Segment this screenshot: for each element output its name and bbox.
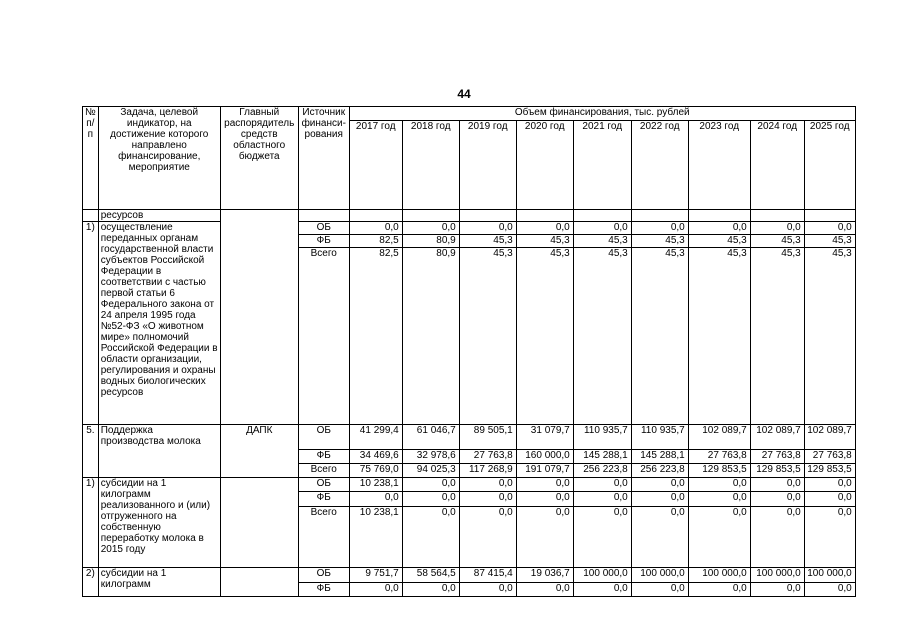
amount-cell: 0,0 — [402, 222, 459, 235]
amount-cell: 100 000,0 — [631, 568, 688, 583]
empty-cell — [631, 210, 688, 222]
task-text: осуществление переданных органам государственной власти субъектов Российской Федерации в соответствии с частью первой статьи 6 Федерального закона от 24 апреля 1995 года №52-ФЗ «О животном мире» полномочий Российской Федерации в области организации, регулирования и охраны водных биологических ресурсов — [98, 222, 220, 425]
amount-cell: 0,0 — [804, 492, 855, 507]
amount-cell: 0,0 — [631, 478, 688, 492]
source-cell: ОБ — [298, 568, 349, 583]
amount-cell: 0,0 — [459, 492, 516, 507]
amount-cell: 0,0 — [402, 507, 459, 568]
financing-table — [82, 106, 856, 597]
amount-cell: 102 089,7 — [688, 425, 750, 450]
empty-cell — [298, 210, 349, 222]
amount-cell: 0,0 — [402, 492, 459, 507]
header-manager: Главный распорядитель средств областного бюджета — [220, 107, 298, 210]
amount-cell: 129 853,5 — [804, 464, 855, 478]
amount-cell: 0,0 — [688, 507, 750, 568]
page-number: 44 — [457, 87, 471, 101]
amount-cell: 0,0 — [573, 507, 631, 568]
amount-cell: 0,0 — [349, 492, 402, 507]
amount-cell: 100 000,0 — [804, 568, 855, 583]
task-text: субсидии на 1 килограмм — [98, 568, 220, 597]
amount-cell: 45,3 — [516, 248, 573, 425]
amount-cell: 89 505,1 — [459, 425, 516, 450]
source-cell: Всего — [298, 507, 349, 568]
amount-cell: 10 238,1 — [349, 507, 402, 568]
amount-cell: 31 079,7 — [516, 425, 573, 450]
amount-cell: 0,0 — [750, 507, 804, 568]
manager-cell — [220, 210, 298, 425]
amount-cell: 110 935,7 — [631, 425, 688, 450]
table-row — [83, 568, 856, 583]
manager-cell — [220, 478, 298, 568]
amount-cell: 0,0 — [688, 478, 750, 492]
manager-cell — [220, 568, 298, 597]
header-year: 2021 год — [573, 121, 631, 210]
header-num: № п/п — [83, 107, 99, 210]
header-year: 2017 год — [349, 121, 402, 210]
amount-cell: 100 000,0 — [688, 568, 750, 583]
amount-cell: 0,0 — [631, 507, 688, 568]
amount-cell: 0,0 — [402, 583, 459, 597]
amount-cell: 0,0 — [516, 492, 573, 507]
amount-cell: 0,0 — [573, 583, 631, 597]
amount-cell: 45,3 — [688, 248, 750, 425]
header-year: 2024 год — [750, 121, 804, 210]
amount-cell: 0,0 — [804, 222, 855, 235]
source-cell: ФБ — [298, 235, 349, 248]
amount-cell: 0,0 — [516, 507, 573, 568]
header-task: Задача, целевой индикатор, на достижение которого направлено финансирование, мероприятие — [98, 107, 220, 210]
header-year: 2025 год — [804, 121, 855, 210]
amount-cell: 45,3 — [631, 235, 688, 248]
amount-cell: 110 935,7 — [573, 425, 631, 450]
amount-cell: 0,0 — [804, 507, 855, 568]
row-number: 2) — [83, 568, 99, 597]
empty-cell — [573, 210, 631, 222]
source-cell: ОБ — [298, 222, 349, 235]
amount-cell: 27 763,8 — [750, 450, 804, 464]
table-row — [83, 478, 856, 492]
amount-cell: 45,3 — [459, 248, 516, 425]
amount-cell: 100 000,0 — [750, 568, 804, 583]
row-number — [83, 210, 99, 222]
amount-cell: 80,9 — [402, 248, 459, 425]
header-year: 2023 год — [688, 121, 750, 210]
source-cell: ФБ — [298, 583, 349, 597]
header-volume: Объем финансирования, тыс. рублей — [349, 107, 855, 121]
header-year: 2020 год — [516, 121, 573, 210]
amount-cell: 45,3 — [631, 248, 688, 425]
amount-cell: 0,0 — [750, 492, 804, 507]
task-text: субсидии на 1 килограмм реализованного и (или) отгруженного на собственную переработку молока в 2015 году — [98, 478, 220, 568]
amount-cell: 9 751,7 — [349, 568, 402, 583]
row-number: 1) — [83, 478, 99, 568]
amount-cell: 0,0 — [573, 492, 631, 507]
amount-cell: 191 079,7 — [516, 464, 573, 478]
empty-cell — [750, 210, 804, 222]
amount-cell: 0,0 — [349, 583, 402, 597]
amount-cell: 0,0 — [631, 222, 688, 235]
amount-cell: 0,0 — [573, 478, 631, 492]
table-row — [83, 210, 856, 222]
amount-cell: 256 223,8 — [573, 464, 631, 478]
row-number: 5. — [83, 425, 99, 478]
amount-cell: 0,0 — [459, 222, 516, 235]
amount-cell: 0,0 — [573, 222, 631, 235]
amount-cell: 34 469,6 — [349, 450, 402, 464]
amount-cell: 45,3 — [516, 235, 573, 248]
amount-cell: 160 000,0 — [516, 450, 573, 464]
amount-cell: 45,3 — [573, 248, 631, 425]
amount-cell: 75 769,0 — [349, 464, 402, 478]
amount-cell: 0,0 — [459, 583, 516, 597]
amount-cell: 82,5 — [349, 248, 402, 425]
amount-cell: 0,0 — [750, 478, 804, 492]
empty-cell — [516, 210, 573, 222]
header-year: 2022 год — [631, 121, 688, 210]
amount-cell: 61 046,7 — [402, 425, 459, 450]
empty-cell — [688, 210, 750, 222]
amount-cell: 0,0 — [804, 478, 855, 492]
amount-cell: 0,0 — [750, 222, 804, 235]
amount-cell: 0,0 — [459, 507, 516, 568]
amount-cell: 0,0 — [459, 478, 516, 492]
amount-cell: 0,0 — [688, 492, 750, 507]
amount-cell: 80,9 — [402, 235, 459, 248]
task-text: ресурсов — [98, 210, 220, 222]
amount-cell: 27 763,8 — [804, 450, 855, 464]
amount-cell: 27 763,8 — [688, 450, 750, 464]
amount-cell: 41 299,4 — [349, 425, 402, 450]
source-cell: Всего — [298, 464, 349, 478]
amount-cell: 27 763,8 — [459, 450, 516, 464]
amount-cell: 58 564,5 — [402, 568, 459, 583]
manager-cell: ДАПК — [220, 425, 298, 478]
amount-cell: 145 288,1 — [631, 450, 688, 464]
amount-cell: 0,0 — [516, 222, 573, 235]
amount-cell: 0,0 — [804, 583, 855, 597]
amount-cell: 0,0 — [631, 583, 688, 597]
amount-cell: 32 978,6 — [402, 450, 459, 464]
amount-cell: 0,0 — [516, 583, 573, 597]
amount-cell: 100 000,0 — [573, 568, 631, 583]
amount-cell: 45,3 — [804, 235, 855, 248]
amount-cell: 102 089,7 — [750, 425, 804, 450]
amount-cell: 129 853,5 — [688, 464, 750, 478]
table-row — [83, 425, 856, 450]
amount-cell: 45,3 — [688, 235, 750, 248]
empty-cell — [349, 210, 402, 222]
source-cell: ФБ — [298, 492, 349, 507]
amount-cell: 45,3 — [750, 248, 804, 425]
amount-cell: 102 089,7 — [804, 425, 855, 450]
amount-cell: 0,0 — [688, 222, 750, 235]
header-source: Источник финанси-рования — [298, 107, 349, 210]
empty-cell — [459, 210, 516, 222]
empty-cell — [804, 210, 855, 222]
amount-cell: 0,0 — [349, 222, 402, 235]
header-year: 2019 год — [459, 121, 516, 210]
amount-cell: 0,0 — [750, 583, 804, 597]
amount-cell: 45,3 — [804, 248, 855, 425]
source-cell: ОБ — [298, 425, 349, 450]
amount-cell: 45,3 — [750, 235, 804, 248]
source-cell: ОБ — [298, 478, 349, 492]
amount-cell: 145 288,1 — [573, 450, 631, 464]
amount-cell: 117 268,9 — [459, 464, 516, 478]
header-year: 2018 год — [402, 121, 459, 210]
amount-cell: 256 223,8 — [631, 464, 688, 478]
amount-cell: 19 036,7 — [516, 568, 573, 583]
amount-cell: 87 415,4 — [459, 568, 516, 583]
row-number: 1) — [83, 222, 99, 425]
amount-cell: 129 853,5 — [750, 464, 804, 478]
amount-cell: 0,0 — [688, 583, 750, 597]
amount-cell: 82,5 — [349, 235, 402, 248]
amount-cell: 94 025,3 — [402, 464, 459, 478]
amount-cell: 0,0 — [402, 478, 459, 492]
empty-cell — [402, 210, 459, 222]
source-cell: Всего — [298, 248, 349, 425]
amount-cell: 45,3 — [459, 235, 516, 248]
table-row — [83, 222, 856, 235]
task-text: Поддержка производства молока — [98, 425, 220, 478]
amount-cell: 45,3 — [573, 235, 631, 248]
amount-cell: 0,0 — [516, 478, 573, 492]
source-cell: ФБ — [298, 450, 349, 464]
amount-cell: 10 238,1 — [349, 478, 402, 492]
amount-cell: 0,0 — [631, 492, 688, 507]
